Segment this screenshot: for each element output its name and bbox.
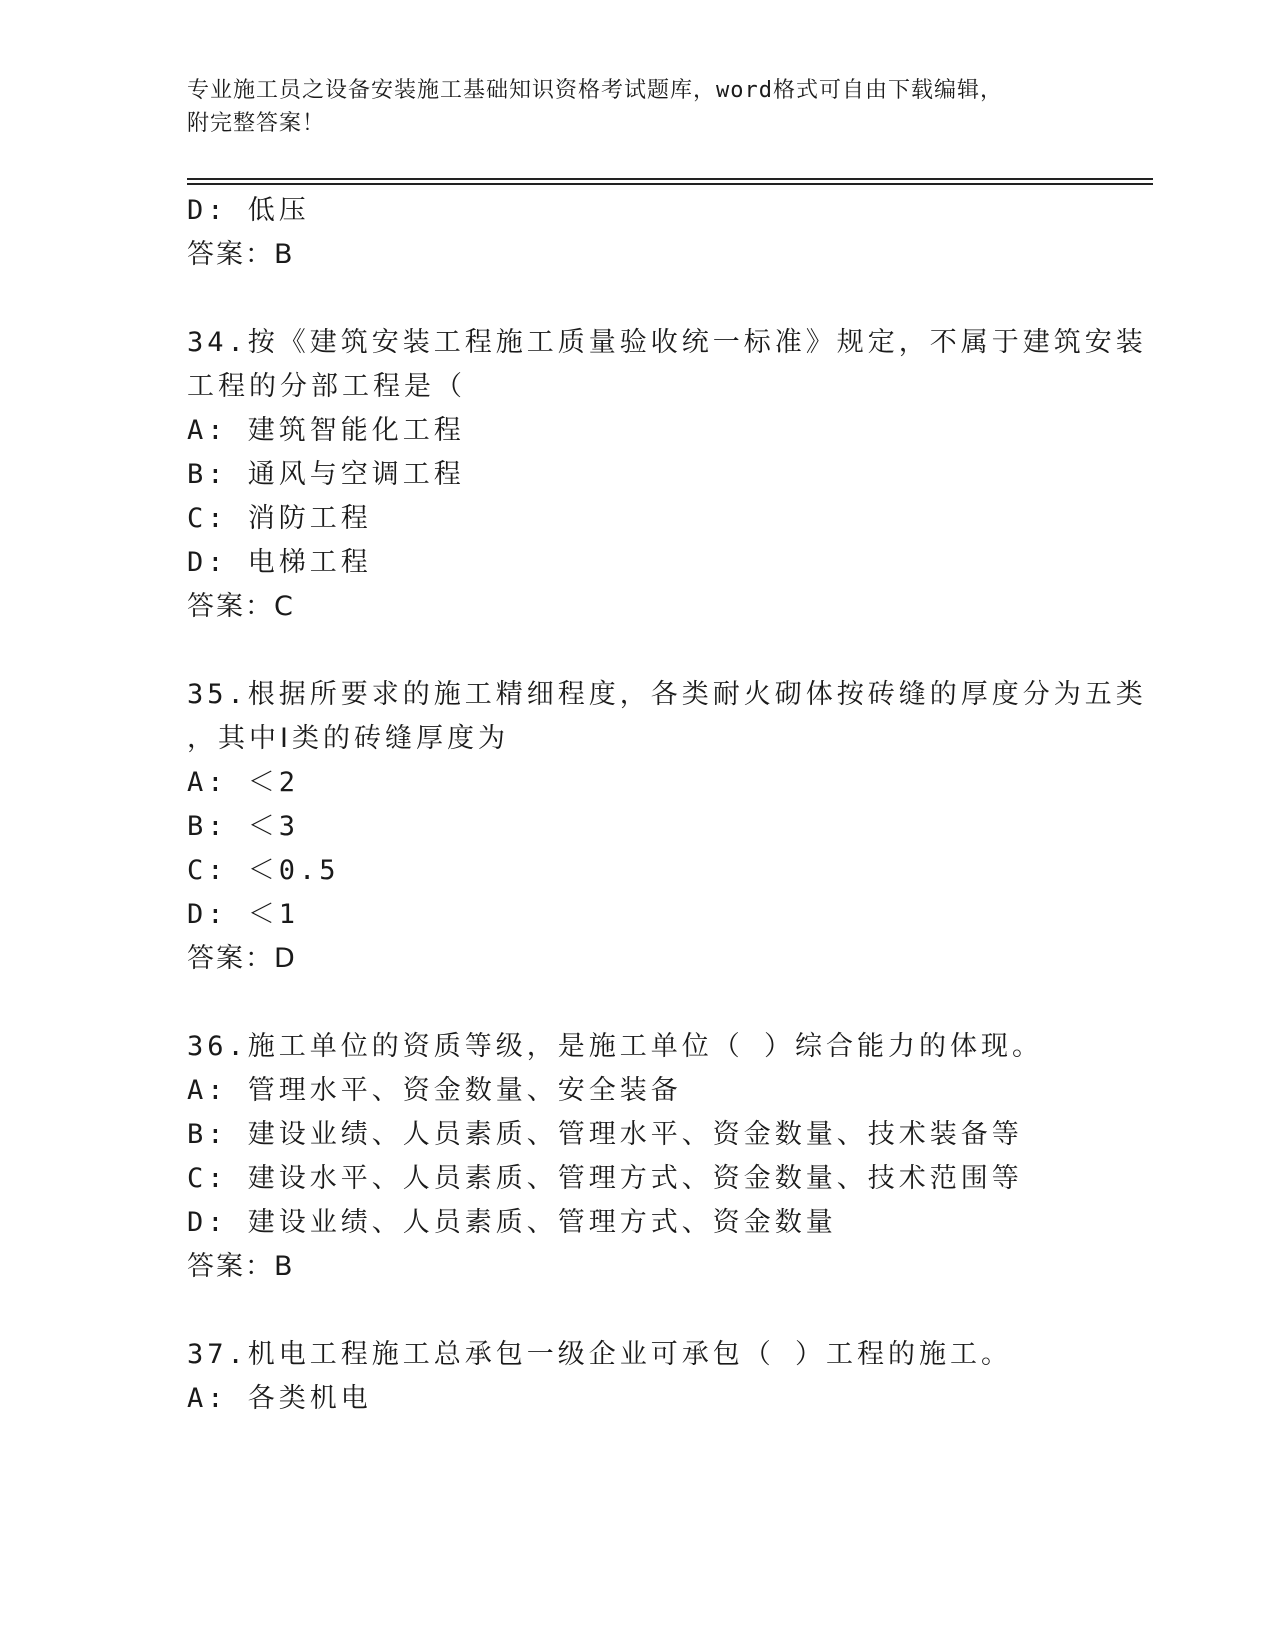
q34-stem-line-2: 工程的分部工程是（: [187, 371, 466, 402]
header-divider-bottom: [187, 183, 1153, 185]
q36-option-c: C: 建设水平、人员素质、管理方式、资金数量、技术范围等: [187, 1163, 1023, 1194]
q34-option-d: D: 电梯工程: [187, 547, 372, 578]
q35-answer: 答案：D: [187, 943, 297, 974]
q35-stem-line-2: ，其中Ⅰ类的砖缝厚度为: [187, 723, 509, 754]
header-divider-top: [187, 178, 1153, 180]
q35-option-a: A: ＜2: [187, 767, 300, 798]
q37-stem: 37.机电工程施工总承包一级企业可承包（ ）工程的施工。: [187, 1339, 1013, 1370]
q34-answer: 答案：C: [187, 591, 295, 622]
q36-stem: 36.施工单位的资质等级，是施工单位（ ）综合能力的体现。: [187, 1031, 1044, 1062]
q34-option-a: A: 建筑智能化工程: [187, 415, 465, 446]
q36-option-d: D: 建设业绩、人员素质、管理方式、资金数量: [187, 1207, 837, 1238]
q34-stem-line-1: 34.按《建筑安装工程施工质量验收统一标准》规定，不属于建筑安装: [187, 327, 1147, 358]
q35-option-d: D: ＜1: [187, 899, 300, 930]
q35-option-b: B: ＜3: [187, 811, 300, 842]
q36-option-b: B: 建设业绩、人员素质、管理水平、资金数量、技术装备等: [187, 1119, 1023, 1150]
header-line-2: 附完整答案！: [187, 111, 326, 136]
q34-option-b: B: 通风与空调工程: [187, 459, 465, 490]
document-header: [187, 74, 1087, 140]
q34-option-c: C: 消防工程: [187, 503, 372, 534]
q33-option-d: D: 低压: [187, 195, 310, 226]
q35-stem-line-1: 35.根据所要求的施工精细程度，各类耐火砌体按砖缝的厚度分为五类: [187, 679, 1147, 710]
q36-option-a: A: 管理水平、资金数量、安全装备: [187, 1075, 682, 1106]
q35-option-c: C: ＜0.5: [187, 855, 340, 886]
q33-answer: 答案：B: [187, 239, 295, 270]
q36-answer: 答案：B: [187, 1251, 295, 1282]
header-line-1: 专业施工员之设备安装施工基础知识资格考试题库，word格式可自由下载编辑，: [187, 78, 1003, 103]
q37-option-a: A: 各类机电: [187, 1383, 372, 1414]
